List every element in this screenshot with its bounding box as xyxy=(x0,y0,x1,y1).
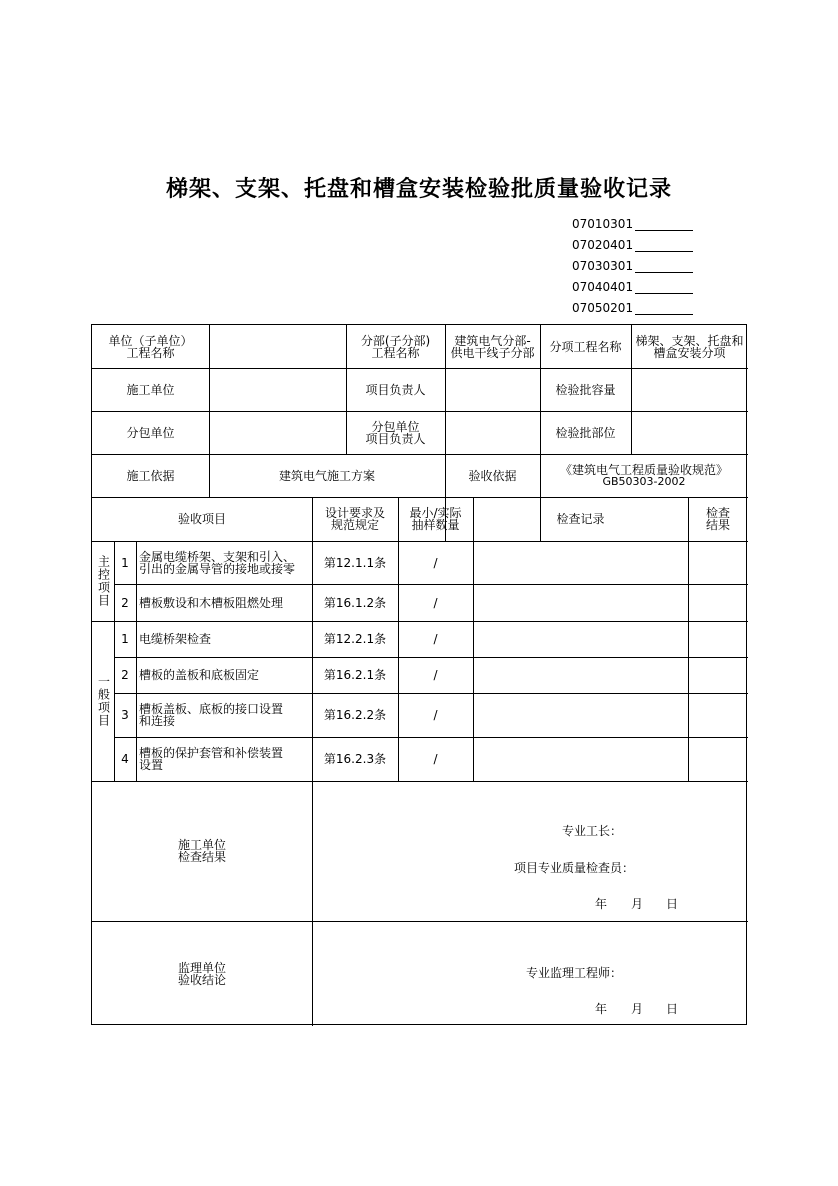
location-value[interactable] xyxy=(631,411,748,454)
item-name: 电缆桥架检查 xyxy=(139,632,212,646)
code-number: 07020401 xyxy=(572,238,634,252)
item-clause: 第16.2.3条 xyxy=(323,752,387,766)
item-number: 1 xyxy=(121,555,129,570)
code-blank[interactable] xyxy=(635,218,693,231)
item-number: 2 xyxy=(121,668,129,682)
code-line xyxy=(572,277,692,298)
date-year: 年 xyxy=(594,1002,607,1016)
col-result-header: 检查 结果 xyxy=(705,506,730,532)
item-sample[interactable]: / xyxy=(433,632,438,646)
subcontractor-label: 分包单位 xyxy=(126,425,175,440)
supervising-engineer-label: 专业监理工程师： xyxy=(525,966,622,980)
item-clause: 第12.2.1条 xyxy=(323,632,387,646)
col-sample-header: 最小/实际 抽样数量 xyxy=(409,506,462,532)
item-number: 3 xyxy=(121,708,129,722)
part-value: 建筑电气分部- 供电干线子分部 xyxy=(450,333,535,360)
date-month: 月 xyxy=(630,897,643,911)
unit-label: 单位（子单位） 工程名称 xyxy=(108,333,193,360)
item-record[interactable] xyxy=(473,621,688,657)
sub-manager-label: 分包单位 项目负责人 xyxy=(365,419,426,446)
code-blank[interactable] xyxy=(635,239,693,252)
capacity-label: 检验批容量 xyxy=(555,382,616,397)
construction-result-label: 施工单位 检查结果 xyxy=(177,838,226,864)
item-record[interactable] xyxy=(473,737,688,781)
code-line xyxy=(572,256,692,277)
item-clause: 第12.1.1条 xyxy=(323,555,387,570)
quality-inspector-label: 项目专业质量检查员： xyxy=(513,861,634,875)
constructor-value[interactable] xyxy=(209,368,346,411)
item-sample[interactable]: / xyxy=(433,752,438,766)
item-result[interactable] xyxy=(688,541,748,584)
item-sample[interactable]: / xyxy=(433,668,438,682)
item-record[interactable] xyxy=(473,657,688,693)
col-design-header: 设计要求及 规范规定 xyxy=(324,506,385,532)
item-record[interactable] xyxy=(473,584,688,621)
location-label: 检验批部位 xyxy=(555,425,616,440)
code-number: 07040401 xyxy=(572,280,634,294)
constructor-label: 施工单位 xyxy=(126,382,175,397)
date-year: 年 xyxy=(594,897,607,911)
unit-value[interactable] xyxy=(209,325,346,368)
code-line xyxy=(572,214,692,235)
item-name: 槽板的盖板和底板固定 xyxy=(139,668,260,682)
code-blank[interactable] xyxy=(635,260,693,273)
item-sample[interactable]: / xyxy=(433,708,438,722)
item-sample[interactable]: / xyxy=(433,595,438,610)
code-line xyxy=(572,235,692,256)
accept-label: 验收依据 xyxy=(468,468,517,483)
inspection-table xyxy=(91,324,747,1025)
item-result[interactable] xyxy=(688,737,748,781)
item-record[interactable] xyxy=(473,541,688,584)
manager-label: 项目负责人 xyxy=(365,382,426,397)
code-list xyxy=(572,214,692,319)
foreman-label: 专业工长： xyxy=(561,824,622,838)
col-item-header: 验收项目 xyxy=(177,512,226,526)
item-number: 1 xyxy=(121,632,129,646)
date-day: 日 xyxy=(665,1002,678,1016)
code-blank[interactable] xyxy=(635,302,693,315)
accept-value: 《建筑电气工程质量验收规范》 GB50303-2002 xyxy=(559,462,728,488)
item-name: 槽板敷设和木槽板阻燃处理 xyxy=(139,595,284,610)
subcontractor-value[interactable] xyxy=(209,411,346,454)
item-clause: 第16.1.2条 xyxy=(323,595,387,610)
item-number: 4 xyxy=(121,752,129,766)
general-group-label: 一般项目 xyxy=(96,675,111,727)
date-month: 月 xyxy=(630,1002,643,1016)
page-title: 梯架、支架、托盘和槽盒安装检验批质量验收记录 xyxy=(165,177,672,202)
item-clause: 第16.2.2条 xyxy=(323,708,387,722)
item-name: 槽板盖板、底板的接口设置 和连接 xyxy=(139,702,284,728)
code-number: 07030301 xyxy=(572,259,634,273)
item-result[interactable] xyxy=(688,621,748,657)
code-number: 07050201 xyxy=(572,301,634,315)
subitem-label: 分项工程名称 xyxy=(549,339,622,354)
item-result[interactable] xyxy=(688,584,748,621)
col-record-header: 检查记录 xyxy=(556,512,605,526)
part-label: 分部(子分部) 工程名称 xyxy=(360,333,431,360)
item-result[interactable] xyxy=(688,693,748,737)
subitem-value: 梯架、支架、托盘和 槽盒安装分项 xyxy=(635,333,744,360)
manager-value[interactable] xyxy=(445,368,540,411)
item-clause: 第16.2.1条 xyxy=(323,668,387,682)
sub-manager-value[interactable] xyxy=(445,411,540,454)
item-name: 金属电缆桥架、支架和引入、 引出的金属导管的接地或接零 xyxy=(139,549,296,576)
basis-label: 施工依据 xyxy=(126,468,175,483)
capacity-value[interactable] xyxy=(631,368,748,411)
item-number: 2 xyxy=(121,595,129,610)
item-record[interactable] xyxy=(473,693,688,737)
code-line xyxy=(572,298,692,319)
main-group-label: 主控项目 xyxy=(96,555,111,607)
item-sample[interactable]: / xyxy=(433,555,438,570)
item-result[interactable] xyxy=(688,657,748,693)
supervision-result-label: 监理单位 验收结论 xyxy=(177,960,226,987)
code-number: 07010301 xyxy=(572,217,634,231)
item-name: 槽板的保护套管和补偿装置 设置 xyxy=(139,746,284,772)
code-blank[interactable] xyxy=(635,281,693,294)
date-day: 日 xyxy=(665,897,678,911)
basis-value: 建筑电气施工方案 xyxy=(278,468,375,483)
